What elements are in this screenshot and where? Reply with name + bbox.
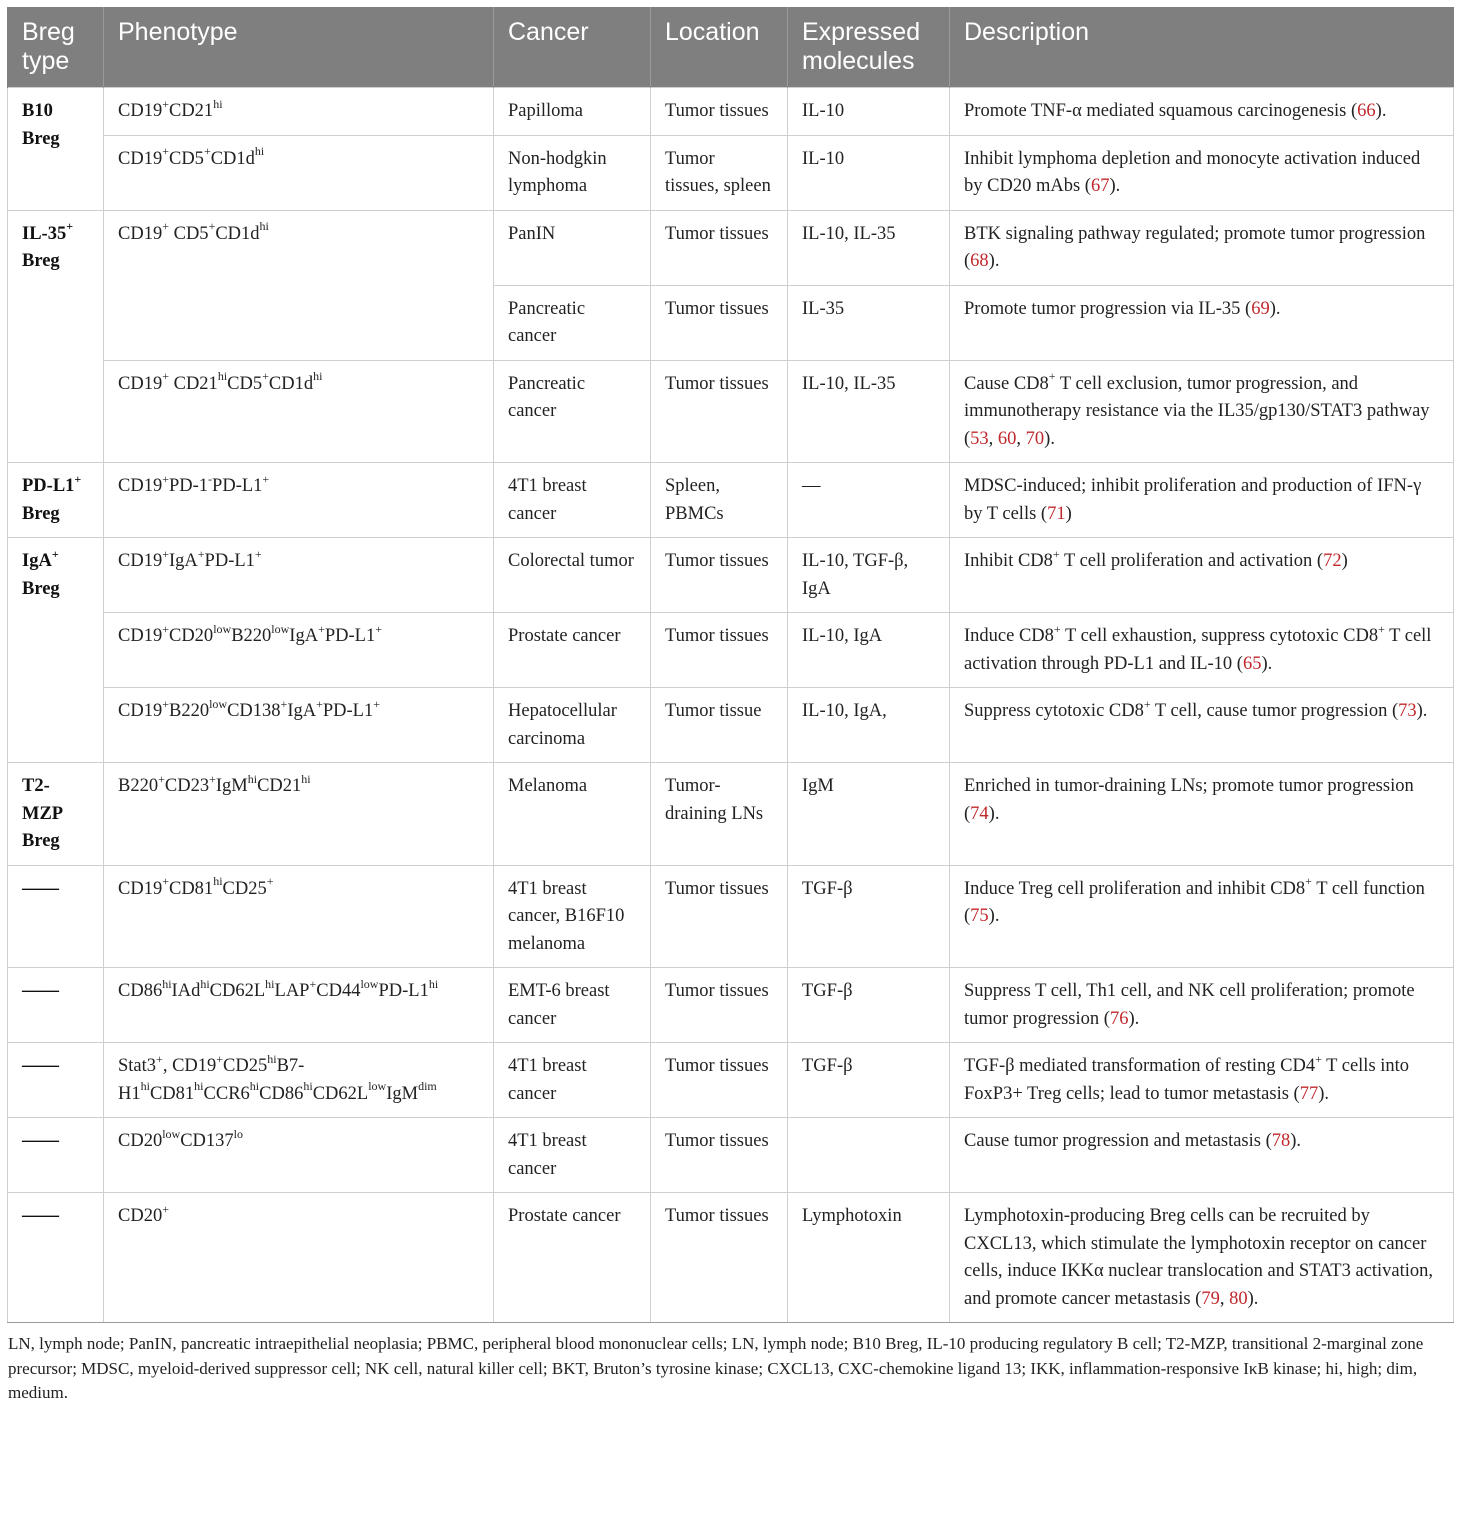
cell-location: Tumor tissue bbox=[651, 688, 788, 763]
cell-cancer: 4T1 breast cancer bbox=[494, 1043, 651, 1118]
table-footnote: LN, lymph node; PanIN, pancreatic intraepithelial neoplasia; PBMC, peripheral blood mononuclear cells; LN, lymph node; B10 Breg, IL-10 producing regulatory B cell; T2-MZP, transitional 2-marginal zone precursor; MDSC, myeloid-derived suppressor cell; NK cell, natural killer cell; BKT, Bruton’s tyrosine kinase; CXCL13, CXC-chemokine ligand 13; IKK, inflammation-responsive IκB kinase; hi, high; dim, medium. bbox=[8, 1334, 1424, 1402]
cell-expressed-molecules: TGF-β bbox=[788, 865, 950, 968]
cell-description: Induce Treg cell proliferation and inhibit CD8+ T cell function (75). bbox=[950, 865, 1454, 968]
cell-cancer: EMT-6 breast cancer bbox=[494, 968, 651, 1043]
cell-location: Tumor-draining LNs bbox=[651, 763, 788, 866]
header-location: Location bbox=[651, 7, 788, 88]
header-cancer: Cancer bbox=[494, 7, 651, 88]
cell-breg-type: T2-MZP Breg bbox=[8, 763, 104, 866]
table-row bbox=[8, 210, 1454, 285]
table-row bbox=[8, 1118, 1454, 1193]
cell-expressed-molecules: TGF-β bbox=[788, 1043, 950, 1118]
cell-phenotype: CD19+ $CD5^+CD1d^{hi}$ bbox=[104, 210, 494, 360]
table-row bbox=[8, 1043, 1454, 1118]
cell-expressed-molecules: IL-10 bbox=[788, 88, 950, 136]
cell-expressed-molecules: IL-10, IL-35 bbox=[788, 210, 950, 285]
cell-cancer: Colorectal tumor bbox=[494, 538, 651, 613]
cell-description: Inhibit CD8+ T cell proliferation and activation (72) bbox=[950, 538, 1454, 613]
cell-breg-type: PD-L1+ Breg bbox=[8, 463, 104, 538]
cell-phenotype: CD19+PD-1-PD-L1+ bbox=[104, 463, 494, 538]
cell-cancer: Non-hodgkin lymphoma bbox=[494, 135, 651, 210]
cell-phenotype: CD19+IgA+PD-L1+ bbox=[104, 538, 494, 613]
cell-cancer: Prostate cancer bbox=[494, 613, 651, 688]
cell-expressed-molecules: IL-10 bbox=[788, 135, 950, 210]
table-row bbox=[8, 613, 1454, 688]
cell-breg-type: —— bbox=[8, 865, 104, 968]
table-row bbox=[8, 463, 1454, 538]
table-row bbox=[8, 538, 1454, 613]
cell-breg-type: B10 Breg bbox=[8, 88, 104, 211]
cell-breg-type: —— bbox=[8, 1193, 104, 1323]
cell-description: Suppress T cell, Th1 cell, and NK cell proliferation; promote tumor progression (76). bbox=[950, 968, 1454, 1043]
table-row bbox=[8, 1193, 1454, 1323]
breg-table bbox=[7, 7, 1454, 1323]
cell-description: Inhibit lymphoma depletion and monocyte activation induced by CD20 mAbs (67). bbox=[950, 135, 1454, 210]
cell-description: Cause CD8+ T cell exclusion, tumor progression, and immunotherapy resistance via the IL35/gp130/STAT3 pathway (53, 60, 70). bbox=[950, 360, 1454, 463]
table-row bbox=[8, 968, 1454, 1043]
cell-breg-type: IL-35+ Breg bbox=[8, 210, 104, 463]
cell-expressed-molecules bbox=[788, 1118, 950, 1193]
cell-expressed-molecules: — bbox=[788, 463, 950, 538]
cell-description: BTK signaling pathway regulated; promote tumor progression (68). bbox=[950, 210, 1454, 285]
cell-phenotype: $CD19^+CD20^{low}B220^{low}IgA^+PD-L1^+$ bbox=[104, 613, 494, 688]
cell-phenotype: Stat3+, $CD19^+CD25^{hi}B7-H1^{hi}CD81^{hi}CCR6^{hi}CD86^{hi}CD62L^{low}IgM^{dim}$ bbox=[104, 1043, 494, 1118]
cell-breg-type: —— bbox=[8, 968, 104, 1043]
cell-cancer: Prostate cancer bbox=[494, 1193, 651, 1323]
cell-description: Promote TNF-α mediated squamous carcinogenesis (66). bbox=[950, 88, 1454, 136]
cell-description: Induce CD8+ T cell exhaustion, suppress cytotoxic CD8+ T cell activation through PD-L1 and IL-10 (65). bbox=[950, 613, 1454, 688]
cell-cancer: Hepatocellular carcinoma bbox=[494, 688, 651, 763]
cell-phenotype: $CD86^{hi}IAd^{hi}CD62L^{hi}LAP^+CD44^{low}PD-L1^{hi}$ bbox=[104, 968, 494, 1043]
cell-expressed-molecules: IL-10, IgA, bbox=[788, 688, 950, 763]
cell-expressed-molecules: IL-10, TGF-β, IgA bbox=[788, 538, 950, 613]
table-row bbox=[8, 360, 1454, 463]
cell-description: Lymphotoxin-producing Breg cells can be recruited by CXCL13, which stimulate the lymphotoxin receptor on cancer cells, induce IKKα nuclear translocation and STAT3 activation, and promote cancer metastasis (79, 80). bbox=[950, 1193, 1454, 1323]
cell-cancer: Melanoma bbox=[494, 763, 651, 866]
cell-description: Cause tumor progression and metastasis (78). bbox=[950, 1118, 1454, 1193]
cell-location: Tumor tissues bbox=[651, 210, 788, 285]
cell-cancer: 4T1 breast cancer, B16F10 melanoma bbox=[494, 865, 651, 968]
cell-breg-type: —— bbox=[8, 1043, 104, 1118]
header-expressed-molecules: Expressed molecules bbox=[788, 7, 950, 88]
cell-description: Promote tumor progression via IL-35 (69). bbox=[950, 285, 1454, 360]
cell-phenotype: $CD19^+B220^{low}CD138^+IgA^+PD-L1^+$ bbox=[104, 688, 494, 763]
cell-cancer: PanIN bbox=[494, 210, 651, 285]
cell-expressed-molecules: Lymphotoxin bbox=[788, 1193, 950, 1323]
header-description: Description bbox=[950, 7, 1454, 88]
cell-breg-type: —— bbox=[8, 1118, 104, 1193]
cell-phenotype: CD19+ $CD21^{hi}CD5^+CD1d^{hi}$ bbox=[104, 360, 494, 463]
cell-location: Spleen, PBMCs bbox=[651, 463, 788, 538]
cell-location: Tumor tissues bbox=[651, 968, 788, 1043]
cell-description: Suppress cytotoxic CD8+ T cell, cause tumor progression (73). bbox=[950, 688, 1454, 763]
cell-location: Tumor tissues, spleen bbox=[651, 135, 788, 210]
cell-breg-type: IgA+ Breg bbox=[8, 538, 104, 763]
cell-location: Tumor tissues bbox=[651, 613, 788, 688]
cell-cancer: Pancreatic cancer bbox=[494, 285, 651, 360]
cell-location: Tumor tissues bbox=[651, 538, 788, 613]
cell-location: Tumor tissues bbox=[651, 1043, 788, 1118]
cell-cancer: 4T1 breast cancer bbox=[494, 1118, 651, 1193]
table-row bbox=[8, 865, 1454, 968]
cell-expressed-molecules: IL-10, IL-35 bbox=[788, 360, 950, 463]
cell-description: Enriched in tumor-draining LNs; promote tumor progression (74). bbox=[950, 763, 1454, 866]
table-row bbox=[8, 135, 1454, 210]
cell-description: TGF-β mediated transformation of resting CD4+ T cells into FoxP3+ Treg cells; lead to tumor metastasis (77). bbox=[950, 1043, 1454, 1118]
cell-phenotype: CD20+ bbox=[104, 1193, 494, 1323]
header-phenotype: Phenotype bbox=[104, 7, 494, 88]
cell-phenotype: $CD19^+CD81^{hi}CD25^+$ bbox=[104, 865, 494, 968]
cell-expressed-molecules: IgM bbox=[788, 763, 950, 866]
cell-location: Tumor tissues bbox=[651, 88, 788, 136]
cell-phenotype: $CD19^+CD5^+CD1d^{hi}$ bbox=[104, 135, 494, 210]
table-body bbox=[8, 88, 1454, 1323]
cell-location: Tumor tissues bbox=[651, 285, 788, 360]
cell-phenotype: $B220^+CD23^+IgM^{hi}CD21^{hi}$ bbox=[104, 763, 494, 866]
cell-expressed-molecules: IL-10, IgA bbox=[788, 613, 950, 688]
table-container bbox=[7, 7, 1453, 1406]
table-row bbox=[8, 88, 1454, 136]
cell-cancer: 4T1 breast cancer bbox=[494, 463, 651, 538]
cell-cancer: Papilloma bbox=[494, 88, 651, 136]
cell-location: Tumor tissues bbox=[651, 1193, 788, 1323]
cell-location: Tumor tissues bbox=[651, 1118, 788, 1193]
cell-location: Tumor tissues bbox=[651, 360, 788, 463]
cell-expressed-molecules: TGF-β bbox=[788, 968, 950, 1043]
cell-phenotype: $CD19^+CD21^{hi}$ bbox=[104, 88, 494, 136]
table-row bbox=[8, 688, 1454, 763]
cell-expressed-molecules: IL-35 bbox=[788, 285, 950, 360]
cell-description: MDSC-induced; inhibit proliferation and production of IFN-γ by T cells (71) bbox=[950, 463, 1454, 538]
cell-location: Tumor tissues bbox=[651, 865, 788, 968]
cell-cancer: Pancreatic cancer bbox=[494, 360, 651, 463]
header-row bbox=[8, 7, 1454, 88]
header-breg-type: Breg type bbox=[8, 7, 104, 88]
cell-phenotype: $CD20^{low}CD137^{lo}$ bbox=[104, 1118, 494, 1193]
table-row bbox=[8, 763, 1454, 866]
